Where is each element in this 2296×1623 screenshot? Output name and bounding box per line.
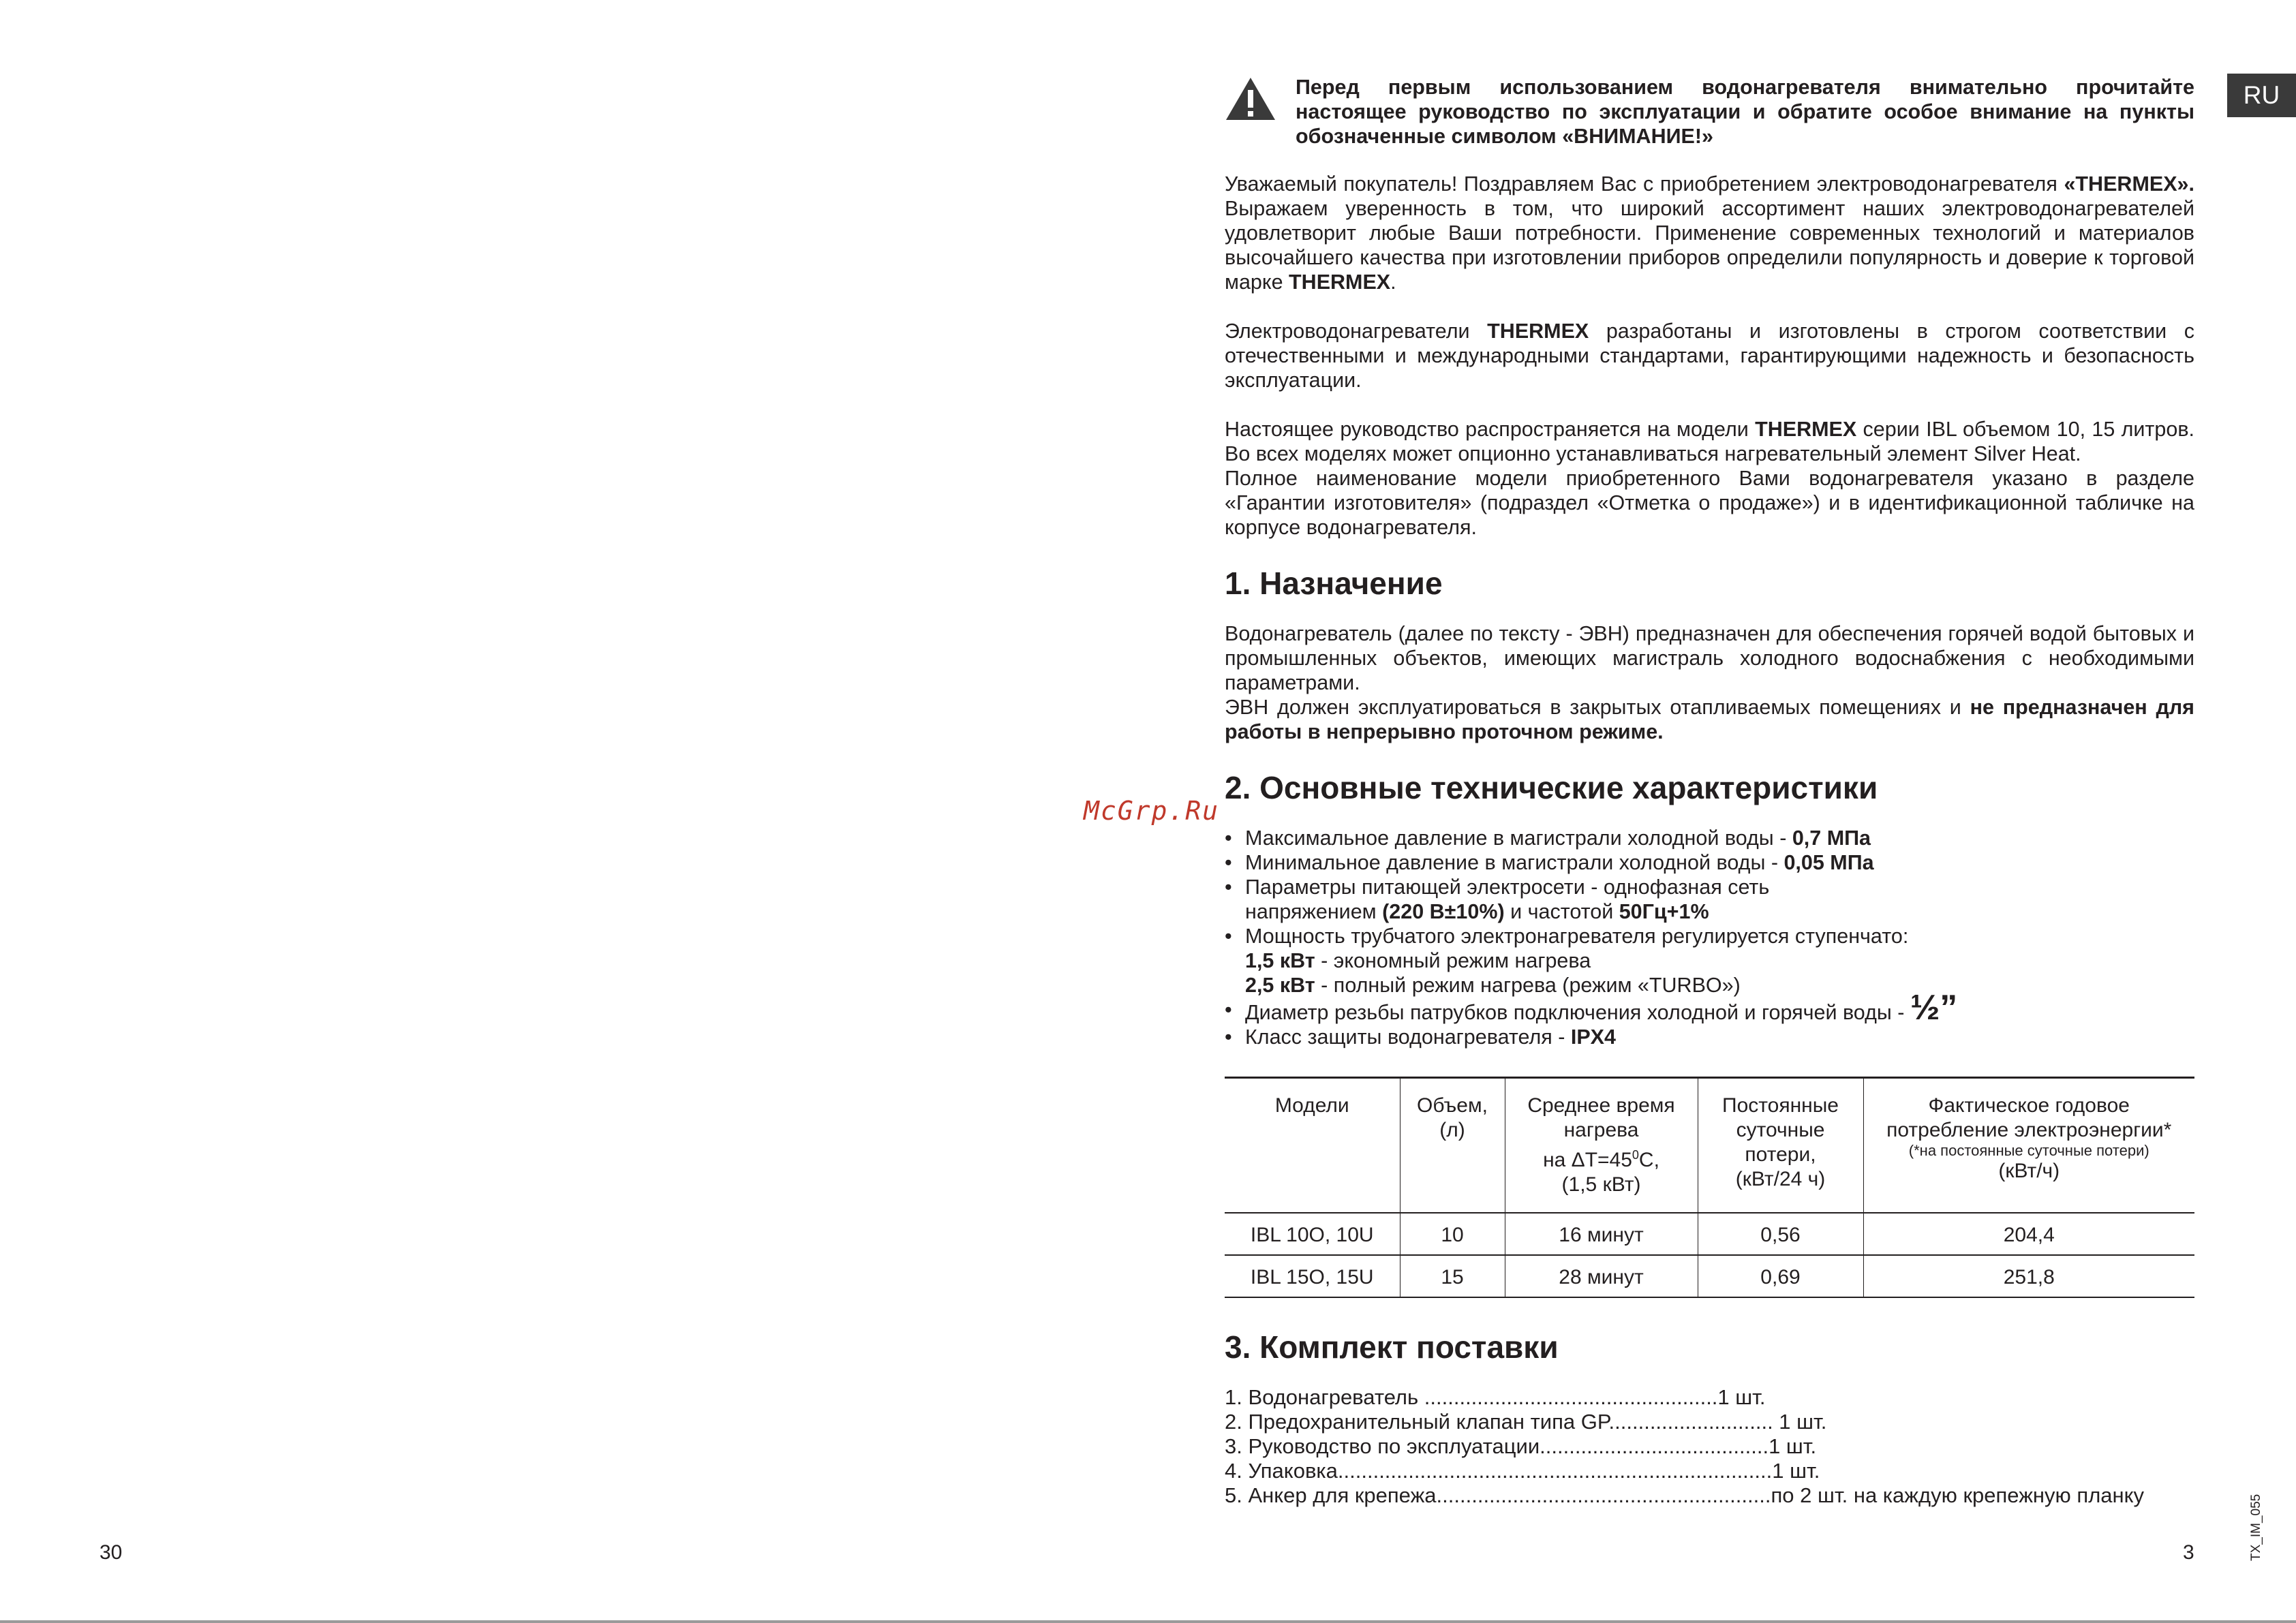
warning-block	[1225, 75, 2194, 149]
section-1-title: 1. Назначение	[1225, 566, 1443, 601]
cell-volume: 10	[1400, 1213, 1505, 1255]
section-3-title: 3. Комплект поставки	[1225, 1329, 1559, 1365]
header-heating-time: Среднее время нагрева на $\Delta T=45^0С$, (1,5 кВт)	[1505, 1078, 1698, 1214]
left-page-number: 30	[100, 1541, 123, 1564]
document-code: TX_IM_055	[2249, 1494, 2263, 1561]
intro-paragraph-3: Настоящее руководство распространяется на модели THERMEX серии IBL объемом 10, 15 литров. Во всех моделях может опционно устанавливаться нагревательный элемент Silver Heat.	[1225, 418, 2194, 465]
header-daily-loss: Постоянные суточные потери, (кВт/24 ч)	[1698, 1078, 1863, 1214]
spec-list	[1225, 826, 2194, 1049]
spec-power-supply: • Параметры питающей электросети - однофазная сеть напряжением (220 В±10%) и частотой 50Гц+1%	[1225, 875, 2194, 924]
table-row	[1225, 1255, 2194, 1297]
spec-thread-diameter: • Диаметр резьбы патрубков подключения холодной и горячей воды - ½”	[1225, 998, 2194, 1025]
watermark: McGrp.Ru	[1084, 796, 1220, 826]
header-volume: Объем, (л)	[1400, 1078, 1505, 1214]
delivery-kit-list	[1225, 1385, 2194, 1508]
warning-triangle-icon	[1225, 76, 1276, 121]
right-page-number: 3	[2183, 1541, 2194, 1564]
list-item: 5. Анкер для крепежа.........................................................по 2 шт. на каждую крепежную планку	[1225, 1483, 2145, 1507]
cell-time: 28 минут	[1505, 1255, 1698, 1297]
right-page-content	[1225, 75, 2194, 1508]
cell-loss: 0,56	[1698, 1213, 1863, 1255]
spec-max-pressure: • Максимальное давление в магистрали холодной воды - 0,7 МПа	[1225, 826, 2194, 850]
language-tab: RU	[2227, 74, 2296, 117]
intro-paragraph-4: Полное наименование модели приобретенного Вами водонагревателя указано в разделе «Гарантии изготовителя» (подраздел «Отметка о продаже») и в идентификационной табличке на корпусе водонагревателя.	[1225, 467, 2194, 539]
section-1-paragraph-2: ЭВН должен эксплуатироваться в закрытых отапливаемых помещениях и не предназначен для работы в непрерывно проточном режиме.	[1225, 696, 2194, 743]
table-row	[1225, 1213, 2194, 1255]
table-header-row	[1225, 1078, 2194, 1214]
cell-loss: 0,69	[1698, 1255, 1863, 1297]
cell-annual: 204,4	[1863, 1213, 2194, 1255]
cell-volume: 15	[1400, 1255, 1505, 1297]
spec-heater-power: • Мощность трубчатого электронагревателя регулируется ступенчато: 1,5 кВт - экономный режим нагрева 2,5 кВт - полный режим нагрева (режим «TURBO»)	[1225, 924, 2194, 998]
list-item: 4. Упаковка..........................................................................1 шт.	[1225, 1459, 1820, 1483]
list-item: 1. Водонагреватель ..................................................1 шт.	[1225, 1385, 1766, 1409]
header-model: Модели	[1274, 1094, 1349, 1117]
cell-model: IBL 15O, 15U	[1250, 1266, 1374, 1288]
spec-min-pressure: • Минимальное давление в магистрали холодной воды - 0,05 МПа	[1225, 850, 2194, 875]
cell-model: IBL 10O, 10U	[1250, 1224, 1374, 1246]
list-item: 2. Предохранительный клапан типа GP............................ 1 шт.	[1225, 1410, 1827, 1434]
list-item: 3. Руководство по эксплуатации.......................................1 шт.	[1225, 1434, 1817, 1458]
models-table	[1225, 1077, 2194, 1298]
header-annual-consumption: Фактическое годовое потребление электроэнергии* (*на постоянные суточные потери) (кВт/ч)	[1863, 1078, 2194, 1214]
intro-paragraph-2: Электроводонагреватели THERMEX разработаны и изготовлены в строгом соответствии с отечественными и международными стандартами, гарантирующими надежность и безопасность эксплуатации.	[1225, 320, 2194, 392]
intro-paragraph-1: Уважаемый покупатель! Поздравляем Вас с приобретением электроводонагревателя «THERMEX». Выражаем уверенность в том, что широкий ассортимент наших электроводонагревателей удовлетворит любые Ваши потребности. Применение современных технологий и материалов высочайшего качества при изготовлении приборов определили популярность и доверие к торговой марке THERMEX.	[1225, 172, 2194, 294]
cell-time: 16 минут	[1505, 1213, 1698, 1255]
section-1-paragraph-1: Водонагреватель (далее по тексту - ЭВН) предназначен для обеспечения горячей водой бытовых и промышленных объектов, имеющих магистраль холодного водоснабжения с необходимыми параметрами.	[1225, 622, 2194, 694]
section-2-title: 2. Основные технические характеристики	[1225, 770, 1878, 805]
bottom-rule	[0, 1620, 2296, 1623]
cell-annual: 251,8	[1863, 1255, 2194, 1297]
spec-protection-class: • Класс защиты водонагревателя - IPX4	[1225, 1025, 2194, 1049]
warning-text: Перед первым использованием водонагревателя внимательно прочитайте настоящее руководство по эксплуатации и обратите особое внимание на пункты обозначенные символом «ВНИМАНИЕ!»	[1296, 76, 2194, 148]
